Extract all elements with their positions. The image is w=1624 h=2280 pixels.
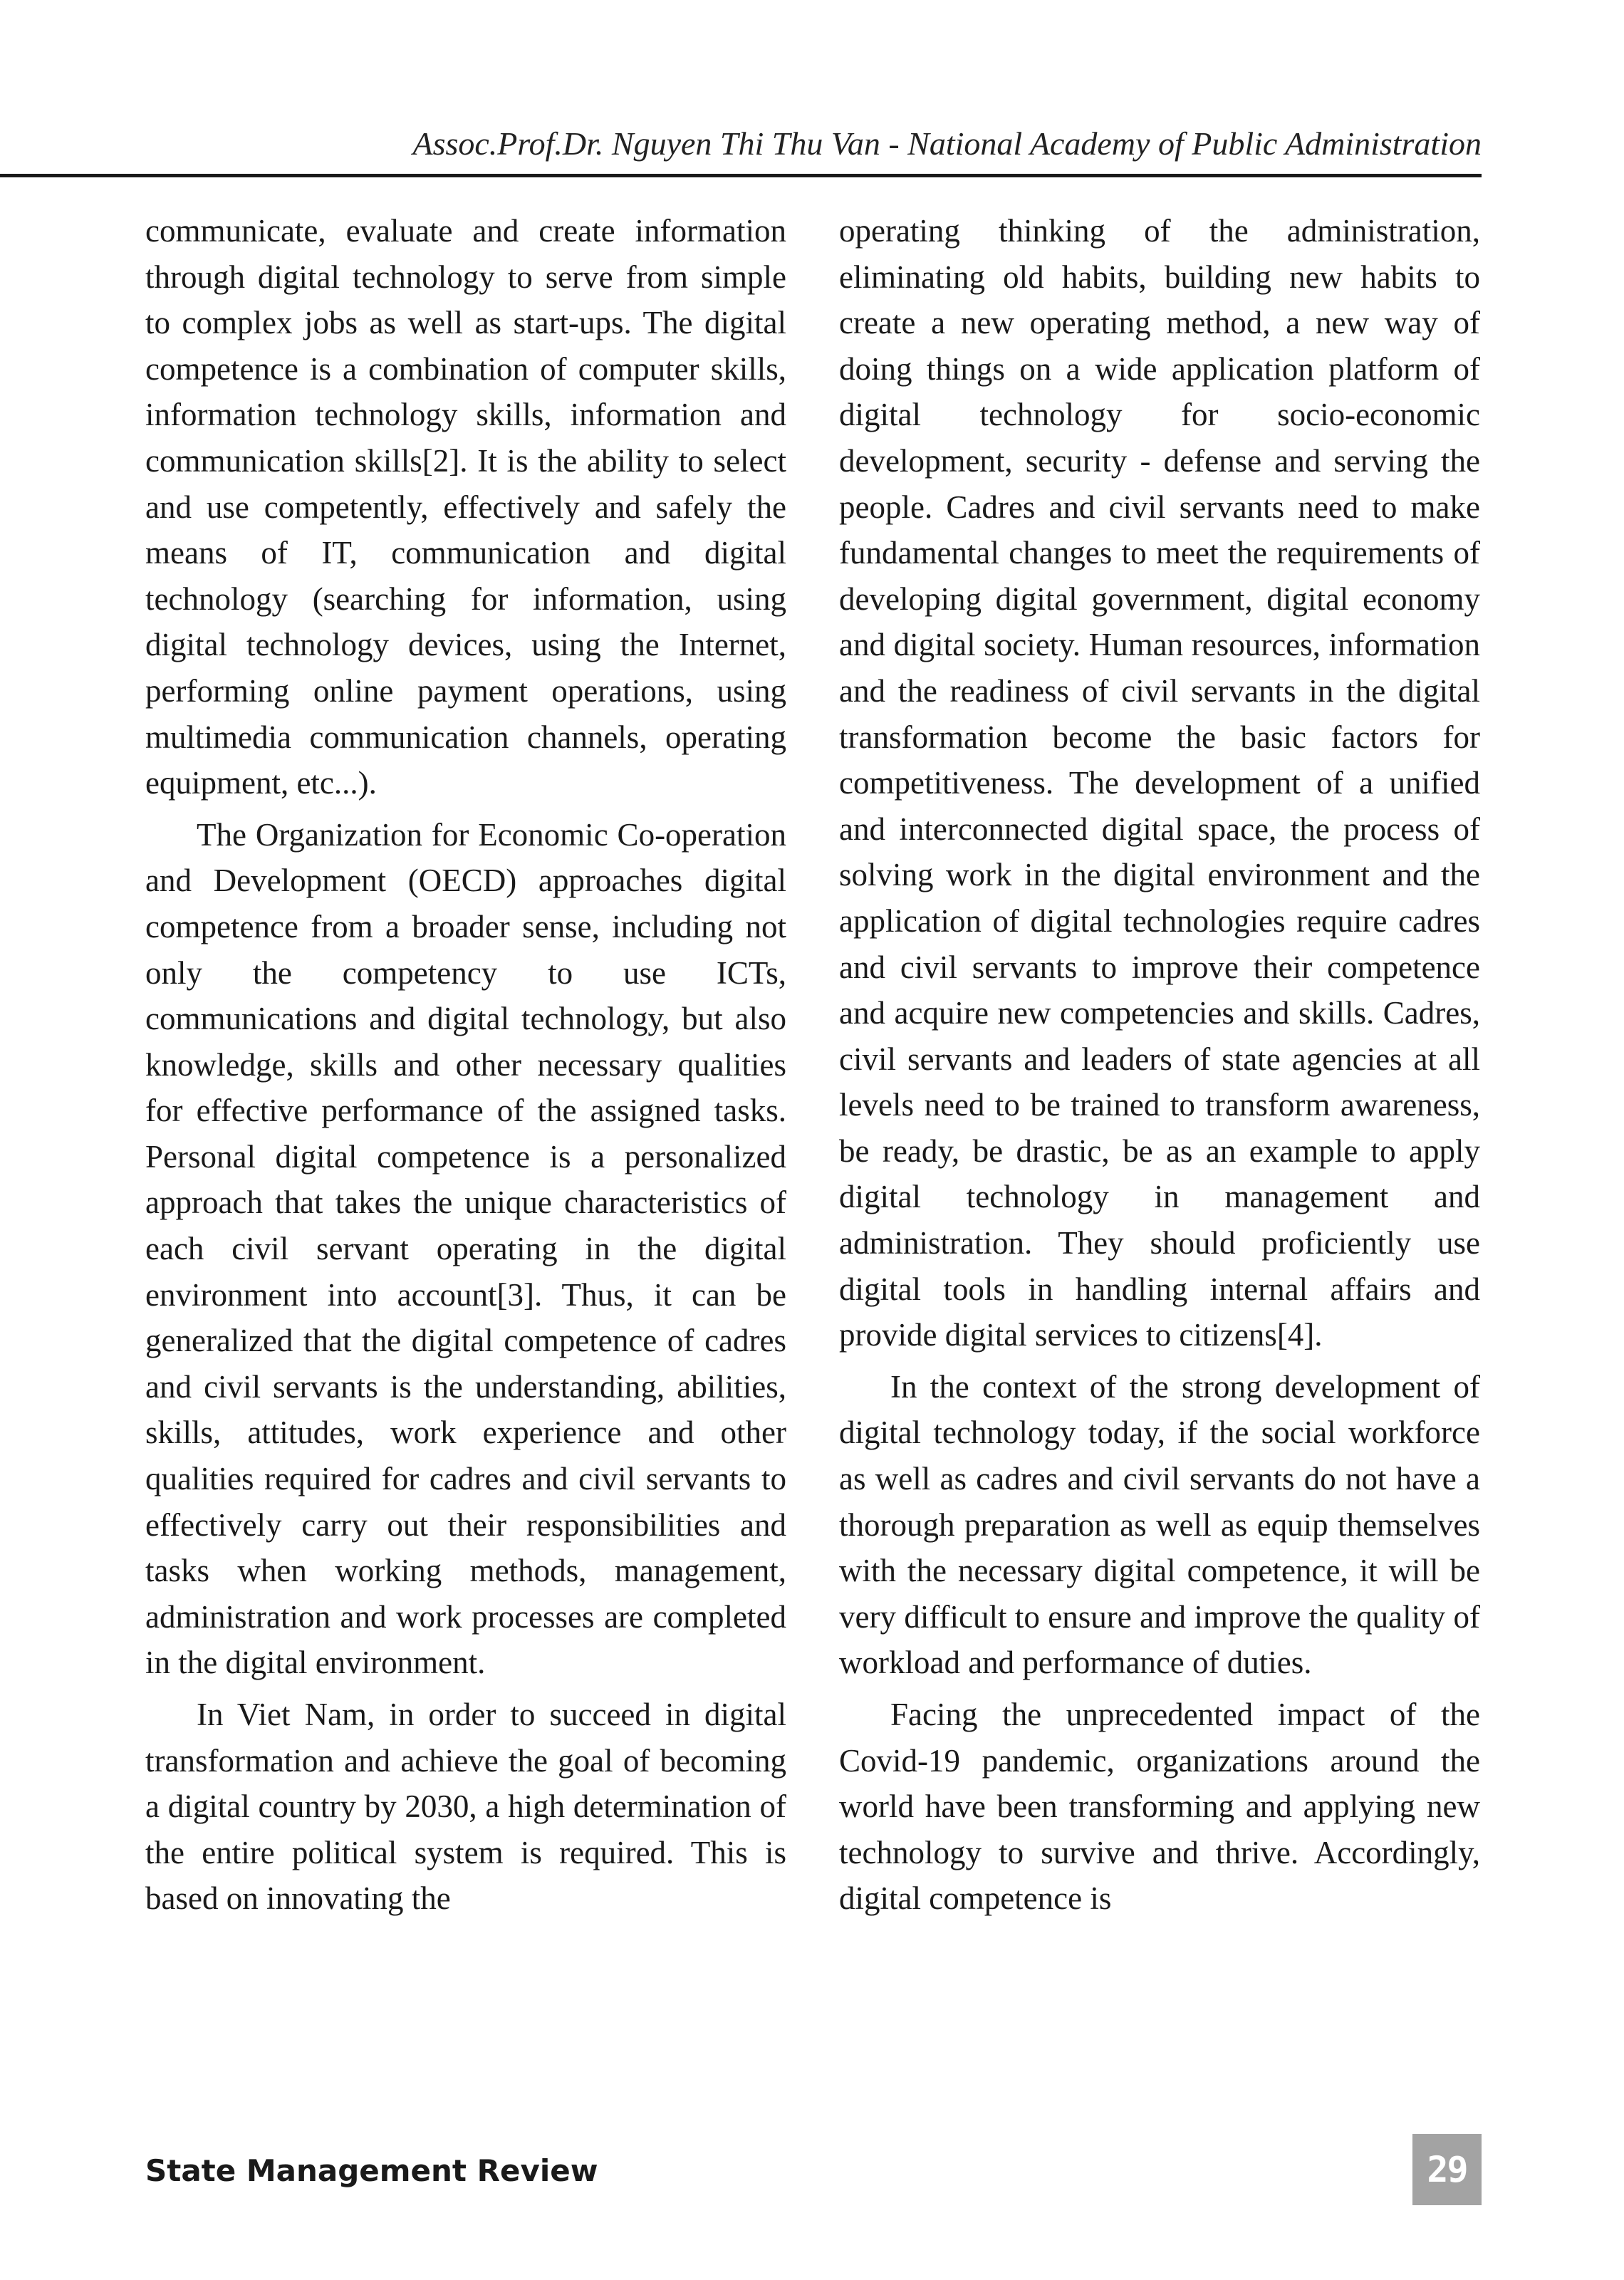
paragraph: In the context of the strong development of digital technology today, if the social workforce as well as cadres and civil servants do not have a thorough preparation as well as equip themselves with the necessary digital competence, it will be very difficult to ensure and improve the quality of workload and performance of duties. [839, 1368, 1480, 1681]
paragraph: Facing the unprecedented impact of the Covid-19 pandemic, organizations around the world have been transforming and applying new technology to survive and thrive. Accordingly, digital competence is [839, 1697, 1480, 1917]
paragraph: The Organization for Economic Co-operation and Development (OECD) approaches digital competence from a broader sense, including not only the competency to use ICTs, communications and digital technology, but also knowledge, skills and other necessary qualities for effective performance of the assigned tasks. Personal digital competence is a personalized approach that takes the unique characteristics of each civil servant operating in the digital environment into account[3]. Thus, it can be generalized that the digital competence of cadres and civil servants is the understanding, abilities, skills, attitudes, work experience and other qualities required for cadres and civil servants to effectively carry out their responsibilities and tasks when working methods, management, administration and work processes are completed in the digital environment. [145, 816, 786, 1681]
paragraph: In Viet Nam, in order to succeed in digital transformation and achieve the goal of becoming a digital country by 2030, a high determination of the entire political system is required. This is based on innovating the [145, 1697, 786, 1917]
paragraph: operating thinking of the administration, eliminating old habits, building new habits to create a new operating method, a new way of doing things on a wide application platform of digital technology for socio-economic development, security - defense and serving the people. Cadres and civil servants need to make fundamental changes to meet the requirements of developing digital government, digital economy and digital society. Human resources, information and the readiness of civil servants in the digital transformation become the basic factors for competitiveness. The development of a unified and interconnected digital space, the process of solving work in the digital environment and the application of digital technologies require cadres and civil servants to improve their competence and acquire new competencies and skills. Cadres, civil servants and leaders of state agencies at all levels need to be trained to transform awareness, be ready, be drastic, be as an example to apply digital technology in management and administration. They should proficiently use digital tools in handling internal affairs and provide digital services to citizens[4]. [839, 213, 1480, 1353]
running-header: Assoc.Prof.Dr. Nguyen Thi Thu Van - National Academy of Public Administration [412, 125, 1482, 162]
page-number-badge [1412, 2134, 1482, 2205]
right-column [839, 208, 1480, 1927]
left-column [145, 208, 786, 1927]
header-rule [0, 174, 1482, 177]
page-number: 29 [1427, 2149, 1467, 2190]
paragraph: communicate, evaluate and create information through digital technology to serve from simple to complex jobs as well as start-ups. The digital competence is a combination of computer skills, information technology skills, information and communication skills[2]. It is the ability to select and use competently, effectively and safely the means of IT, communication and digital technology (searching for information, using digital technology devices, using the Internet, performing online payment operations, using multimedia communication channels, operating equipment, etc...). [145, 213, 786, 801]
journal-name: State Management Review [145, 2153, 598, 2188]
